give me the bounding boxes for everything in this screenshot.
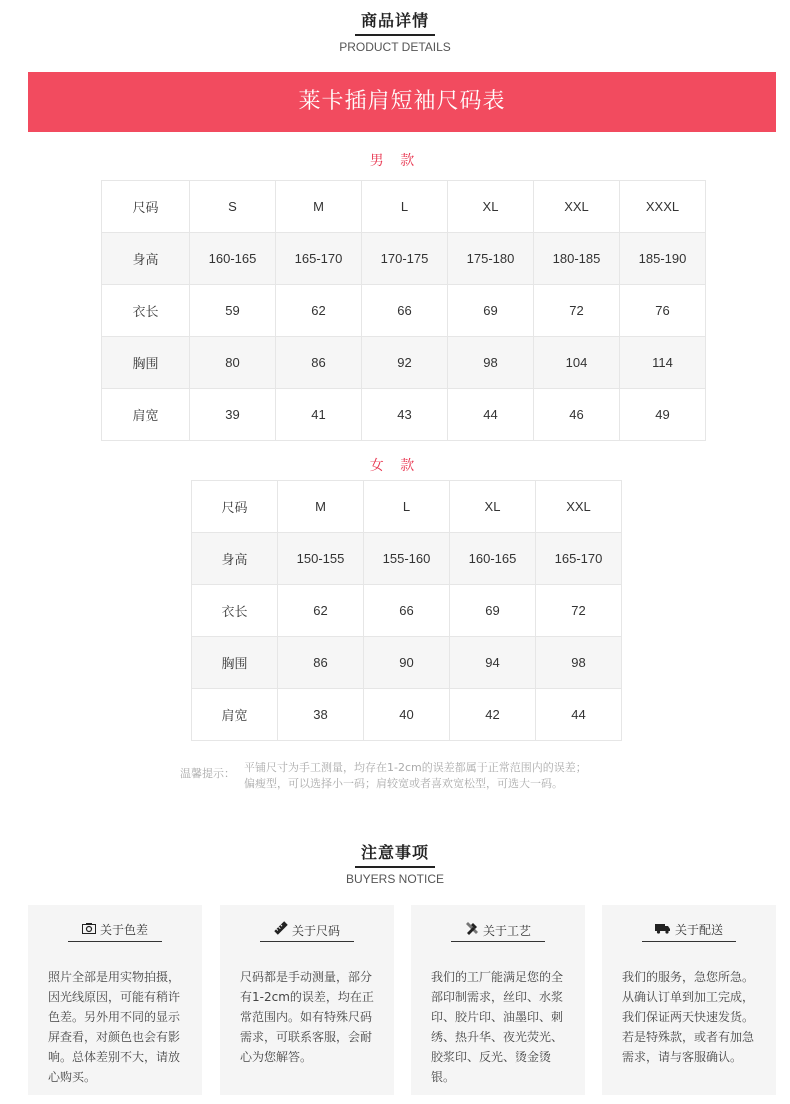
size-value-cell: 39 <box>190 389 276 441</box>
size-header-cell: XL <box>450 481 536 533</box>
notice-card-body: 照片全部是用实物拍摄，因光线原因，可能有稍许色差。另外用不同的显示屏查看，对颜色也会有影响。总体差别不大，请放心购买。 <box>48 970 181 1084</box>
size-value-cell: 44 <box>448 389 534 441</box>
size-row <box>102 337 706 389</box>
notice-card-craft <box>411 905 585 1095</box>
row-label-cell: 胸围 <box>102 337 190 389</box>
notice-card-color <box>28 905 202 1095</box>
buyers-notice-title: 注意事项 <box>360 843 429 862</box>
size-header-cell: S <box>190 181 276 233</box>
men-size-table-body <box>102 181 706 441</box>
notice-card-title: 关于配送 <box>674 923 723 937</box>
size-header-cell: L <box>364 481 450 533</box>
notice-card-body: 我们的服务，急您所急。从确认订单到加工完成，我们保证两天快速发货。若是特殊款，或者有加急需求，请与客服确认。 <box>622 970 755 1064</box>
size-row <box>192 533 622 585</box>
size-value-cell: 69 <box>450 585 536 637</box>
row-label-cell: 尺码 <box>192 481 278 533</box>
size-header-cell: L <box>362 181 448 233</box>
card-underline <box>451 941 545 942</box>
size-value-cell: 180-185 <box>534 233 620 285</box>
notice-card-title-row <box>220 921 394 939</box>
size-value-cell: 43 <box>362 389 448 441</box>
size-value-cell: 155-160 <box>364 533 450 585</box>
row-label-cell: 身高 <box>192 533 278 585</box>
product-details-header <box>0 8 790 54</box>
card-underline <box>260 941 354 942</box>
size-value-cell: 90 <box>364 637 450 689</box>
size-value-cell: 175-180 <box>448 233 534 285</box>
women-section-label: 女 款 <box>369 458 421 474</box>
size-value-cell: 59 <box>190 285 276 337</box>
size-value-cell: 42 <box>450 689 536 741</box>
size-value-cell: 69 <box>448 285 534 337</box>
tools-icon <box>465 921 479 938</box>
women-size-table-body <box>192 481 622 741</box>
camera-icon <box>82 923 96 937</box>
size-value-cell: 72 <box>536 585 622 637</box>
size-row <box>192 481 622 533</box>
warm-tip-line1: 平铺尺寸为手工测量，均存在1-2cm的误差都属于正常范围内的误差； <box>244 761 587 774</box>
size-header-cell: M <box>278 481 364 533</box>
men-section-label: 男 款 <box>369 153 421 169</box>
notice-card-delivery <box>602 905 776 1095</box>
notice-underline <box>355 866 435 868</box>
size-value-cell: 92 <box>362 337 448 389</box>
size-header-cell: XXL <box>536 481 622 533</box>
header-underline <box>355 34 435 36</box>
size-header-cell: XXXL <box>620 181 706 233</box>
size-row <box>102 285 706 337</box>
size-row <box>102 181 706 233</box>
notice-card-title-row <box>411 921 585 939</box>
warm-tip-body <box>244 760 644 792</box>
card-underline <box>68 941 162 942</box>
size-row <box>102 233 706 285</box>
size-value-cell: 40 <box>364 689 450 741</box>
notice-card-title: 关于色差 <box>99 923 148 937</box>
size-value-cell: 86 <box>278 637 364 689</box>
warm-tip-line2: 偏瘦型，可以选择小一码；肩较宽或者喜欢宽松型，可选大一码。 <box>244 777 563 790</box>
size-value-cell: 86 <box>276 337 362 389</box>
card-underline <box>642 941 736 942</box>
size-value-cell: 41 <box>276 389 362 441</box>
row-label-cell: 肩宽 <box>192 689 278 741</box>
size-value-cell: 62 <box>278 585 364 637</box>
size-value-cell: 66 <box>364 585 450 637</box>
size-value-cell: 62 <box>276 285 362 337</box>
size-value-cell: 160-165 <box>190 233 276 285</box>
size-row <box>192 689 622 741</box>
product-details-subtitle: PRODUCT DETAILS <box>339 40 451 54</box>
buyers-notice-subtitle: BUYERS NOTICE <box>345 872 444 886</box>
notice-card-body: 尺码都是手动测量，部分有1-2cm的误差，均在正常范围内。如有特殊尺码需求，可联系客服，会耐心为您解答。 <box>240 970 374 1064</box>
size-value-cell: 44 <box>536 689 622 741</box>
truck-icon <box>655 923 671 937</box>
size-header-cell: XL <box>448 181 534 233</box>
men-size-table <box>101 180 706 441</box>
row-label-cell: 衣长 <box>102 285 190 337</box>
warm-tip-label: 温馨提示： <box>180 767 235 780</box>
size-value-cell: 66 <box>362 285 448 337</box>
ruler-icon <box>274 921 288 938</box>
size-value-cell: 76 <box>620 285 706 337</box>
notice-card-title: 关于工艺 <box>482 924 531 938</box>
notice-card-size <box>220 905 394 1095</box>
size-value-cell: 72 <box>534 285 620 337</box>
size-row <box>192 585 622 637</box>
size-value-cell: 98 <box>448 337 534 389</box>
notice-card-title-row <box>602 921 776 938</box>
size-value-cell: 170-175 <box>362 233 448 285</box>
size-value-cell: 46 <box>534 389 620 441</box>
buyers-notice-header <box>0 840 790 886</box>
row-label-cell: 胸围 <box>192 637 278 689</box>
size-value-cell: 185-190 <box>620 233 706 285</box>
notice-card-title-row <box>28 921 202 938</box>
size-value-cell: 165-170 <box>536 533 622 585</box>
size-value-cell: 98 <box>536 637 622 689</box>
women-size-table <box>191 480 622 741</box>
product-details-title: 商品详情 <box>360 11 429 30</box>
size-value-cell: 160-165 <box>450 533 536 585</box>
size-value-cell: 104 <box>534 337 620 389</box>
size-value-cell: 38 <box>278 689 364 741</box>
size-header-cell: XXL <box>534 181 620 233</box>
size-value-cell: 165-170 <box>276 233 362 285</box>
size-value-cell: 49 <box>620 389 706 441</box>
size-row <box>102 389 706 441</box>
size-row <box>192 637 622 689</box>
notice-card-title: 关于尺码 <box>291 924 340 938</box>
row-label-cell: 身高 <box>102 233 190 285</box>
row-label-cell: 衣长 <box>192 585 278 637</box>
size-value-cell: 150-155 <box>278 533 364 585</box>
size-chart-banner: 莱卡插肩短袖尺码表 <box>28 72 776 132</box>
row-label-cell: 肩宽 <box>102 389 190 441</box>
size-value-cell: 80 <box>190 337 276 389</box>
notice-card-body: 我们的工厂能满足您的全部印制需求，丝印、水浆印、胶片印、油墨印、刺绣、热升华、夜光荧光、胶浆印、反光、烫金烫银。 <box>431 970 564 1084</box>
row-label-cell: 尺码 <box>102 181 190 233</box>
size-header-cell: M <box>276 181 362 233</box>
size-value-cell: 94 <box>450 637 536 689</box>
size-value-cell: 114 <box>620 337 706 389</box>
